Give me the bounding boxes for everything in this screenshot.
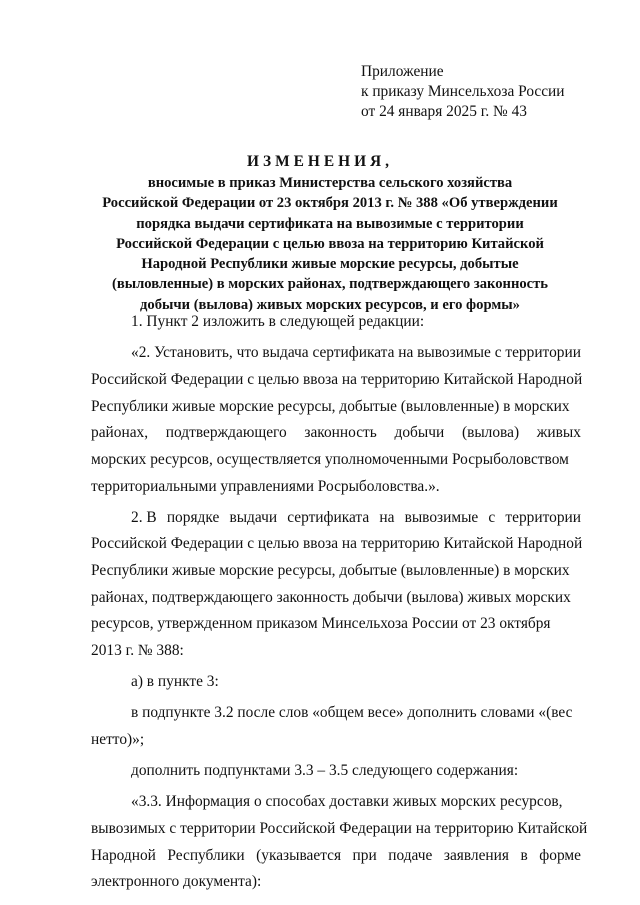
paragraph-7-line: «3.3. Информация о способах доставки живых морских ресурсов, [131, 793, 563, 810]
paragraph-5-line: в подпункте 3.2 после слов «общем весе» дополнить словами «(вес [131, 704, 573, 721]
word: (указывается [256, 847, 342, 864]
word: территории [505, 509, 581, 526]
word: Народной [91, 847, 156, 864]
word: выдачи [229, 509, 278, 526]
word: сертификата [287, 509, 370, 526]
word: порядке [166, 509, 220, 526]
paragraph-3-line: районах, подтверждающего законность добычи (вылова) живых морских [91, 589, 571, 606]
subtitle-line: порядка выдачи сертификата на вывозимые с территории [136, 215, 524, 232]
paragraph-6: дополнить подпунктами 3.3 – 3.5 следующего содержания: [131, 762, 519, 779]
paragraph-3-line: Республики живые морские ресурсы, добытые (выловленные) в морских [91, 562, 570, 579]
paragraph-4: а) в пункте 3: [131, 673, 219, 690]
word: на [379, 509, 395, 526]
word: 2. В [131, 509, 157, 526]
paragraph-3-line: Российской Федерации с целью ввоза на территорию Китайской Народной [91, 535, 583, 552]
paragraph-3-line: 2013 г. № 388: [91, 642, 184, 659]
paragraph-5-line: нетто)»; [91, 731, 145, 748]
appendix-header [361, 62, 565, 122]
word: (вылова) [461, 424, 520, 441]
word: вывозимые [404, 509, 479, 526]
word: заявления [443, 847, 509, 864]
appendix-line-2: к приказу Минсельхоза России [361, 83, 565, 100]
word: живых [536, 424, 581, 441]
word: форме [539, 847, 581, 864]
subtitle-line: Российской Федерации от 23 октября 2013 г. № 388 «Об утверждении [102, 195, 558, 212]
appendix-line-3: от 24 января 2025 г. № 43 [361, 103, 527, 120]
paragraph-2-line: «2. Установить, что выдача сертификата на вывозимые с территории [131, 344, 581, 361]
paragraph-1: 1. Пункт 2 изложить в следующей редакции: [131, 313, 425, 330]
subtitle-line: (выловленные) в морских районах, подтверждающего законность [111, 276, 549, 293]
paragraph-2-line: Республики живые морские ресурсы, добытые (выловленные) в морских [91, 398, 570, 415]
word: в [520, 847, 528, 864]
word: при [352, 847, 377, 864]
paragraph-7-line: вывозимых с территории Российской Федерации на территорию Китайской [91, 820, 588, 837]
document-subtitle [90, 173, 570, 315]
word: подтверждающего [165, 424, 287, 441]
word: законность [304, 424, 377, 441]
word: с [488, 509, 496, 526]
appendix-line-1: Приложение [361, 63, 444, 80]
paragraph-2-line: территориальными управлениями Росрыболовства.». [91, 478, 440, 495]
paragraph-2-justified-line [91, 423, 581, 443]
subtitle-line: вносимые в приказ Министерства сельского хозяйства [147, 175, 513, 191]
word: подаче [388, 847, 433, 864]
paragraph-7-justified-line [91, 846, 581, 866]
paragraph-7-line: электронного документа): [91, 873, 262, 890]
subtitle-line: добычи (вылова) живых морских ресурсов, и его формы» [140, 296, 520, 313]
paragraph-2-line: Российской Федерации с целью ввоза на территорию Китайской Народной [91, 371, 583, 388]
word: Республики [167, 847, 245, 864]
word: добычи [394, 424, 445, 441]
paragraph-3-line: ресурсов, утвержденном приказом Минсельхоза России от 23 октября [91, 615, 551, 632]
subtitle-line: Российской Федерации с целью ввоза на территорию Китайской [116, 235, 544, 252]
subtitle-line: Народной Республики живые морские ресурсы, добытые [141, 256, 519, 273]
paragraph-2-line: морских ресурсов, осуществляется уполномоченными Росрыболовством [91, 451, 569, 468]
paragraph-3-justified-line [131, 508, 581, 528]
word: районах, [91, 424, 149, 441]
document-title: ИЗМЕНЕНИЯ, [246, 153, 394, 170]
